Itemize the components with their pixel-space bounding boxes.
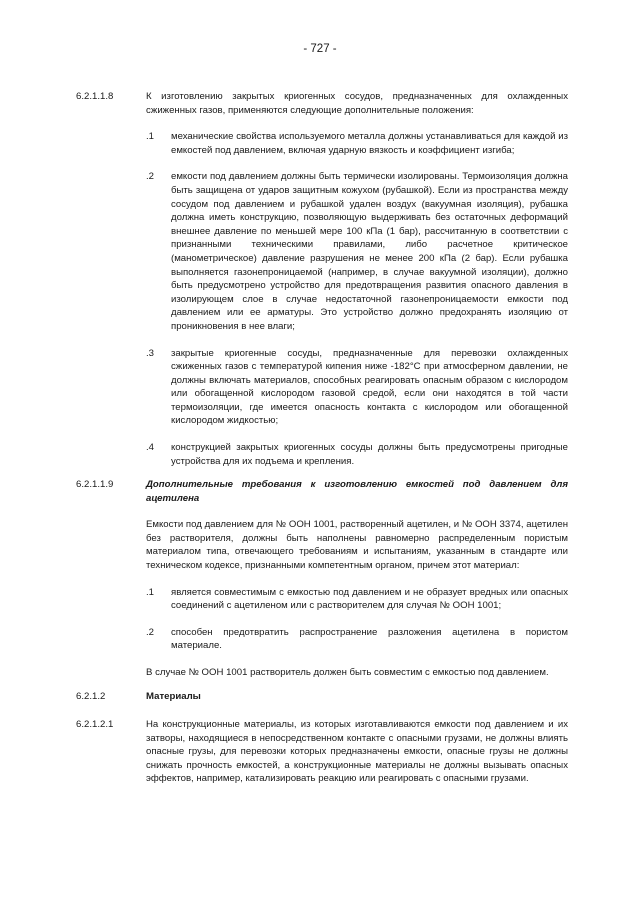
section-number: 6.2.1.2 [76,691,106,702]
item-text: закрытые криогенные сосуды, предназначенные для перевозки охлажденных сжиженных газов с температурой кипения ниже -182°С при атмосферном давлении, не должны включать материалов, способных реагировать опасным образом с кислородом или обогащенной кислородом газовой средой, если они находятся в той части термоизоляции, где имеется опасность контакта с кислородом или обогащенной кислородом жидкостью; [171,347,568,427]
item-text: механические свойства используемого металла должны устанавливаться для каждой из емкостей под давлением, включая ударную вязкость и коэффициент изгиба; [171,131,568,156]
item-number: .1 [146,586,155,598]
section-6-2-1-2 [76,690,568,704]
list-item [146,586,568,613]
list-item [146,441,568,468]
item-number: .4 [146,442,155,454]
list-item [146,130,568,157]
section-closing: В случае № ООН 1001 растворитель должен быть совместим с емкостью под давлением. [146,666,549,678]
section-body [146,478,568,680]
page-number: - 727 - [303,43,337,55]
list-item [146,170,568,333]
section-number: 6.2.1.1.8 [76,91,114,102]
list-item [146,347,568,429]
section-body [146,90,568,468]
section-title: Дополнительные требования к изготовлению емкостей под давлением для ацетилена [146,479,568,504]
item-number: .3 [146,347,155,359]
section-6-2-1-2-1 [76,718,568,786]
item-text: способен предотвратить распространение разложения ацетилена в пористом материале. [171,626,568,652]
section-6-2-1-1-8 [76,90,568,468]
section-title: Материалы [146,691,201,702]
item-number: .2 [146,626,155,638]
item-number: .2 [146,171,155,183]
section-body [146,718,568,786]
item-number: .1 [146,131,155,143]
section-text: На конструкционные материалы, из которых изготавливаются емкости под давлением и их затворы, находящиеся в непосредственном контакте с опасными грузами, не должны влиять опасные грузы, для перевозки которых предназначены емкости, опасные грузы не должны снижать прочность емкостей, а конструкционные материалы не должны вызывать опасных эффектов, например, катализировать реакцию или реагировать с опасными грузами. [146,719,568,785]
item-text: является совместимым с емкостью под давлением и не образует вредных или опасных соединений с ацетиленом или с растворителем для случая № ООН 1001; [171,586,568,612]
item-text: конструкцией закрытых криогенных сосуды должны быть предусмотрены пригодные устройства для их подъема и крепления. [171,442,568,467]
section-intro: Емкости под давлением для № ООН 1001, растворенный ацетилен, и № ООН 3374, ацетилен без растворителя, должны быть наполнены равномерно распределенным пористым материалом типа, отвечающего требованиям и испытаниям, указанным в стандарте или техническом кодексе, признанными компетентным органом, причем этот материал: [146,519,568,571]
section-number: 6.2.1.2.1 [76,719,114,730]
item-text: емкости под давлением должны быть термически изолированы. Термоизоляция должна быть защищена от ударов защитным кожухом (рубашкой). Если из пространства между сосудом под давлением и рубашкой удален воздух (вакуумная изоляция), рубашка должна иметь конструкцию, позволяющую выдерживать без остаточных деформаций внешнее давление по меньшей мере 100 кПа (1 бар), рассчитанную в соответствии с признанными техническими правилами, либо расчетное критическое (манометрическое) давление разрушения не менее 200 кПа (2 бар). Если рубашка выполняется газонепроницаемой (например, в случае вакуумной изоляции), должно быть предусмотрено устройство для предотвращения развития опасного давления в изолирующем слое в случае недостаточной газонепроницаемости емкости под давлением или ее арматуры. Это устройство должно предохранять изоляцию от проникновения в нее влаги; [171,171,568,332]
section-intro: К изготовлению закрытых криогенных сосудов, предназначенных для охлажденных сжиженных газов, применяются следующие дополнительные положения: [146,91,568,116]
section-body [146,690,568,704]
list-item [146,626,568,653]
section-number: 6.2.1.1.9 [76,479,114,490]
section-6-2-1-1-9 [76,478,568,680]
